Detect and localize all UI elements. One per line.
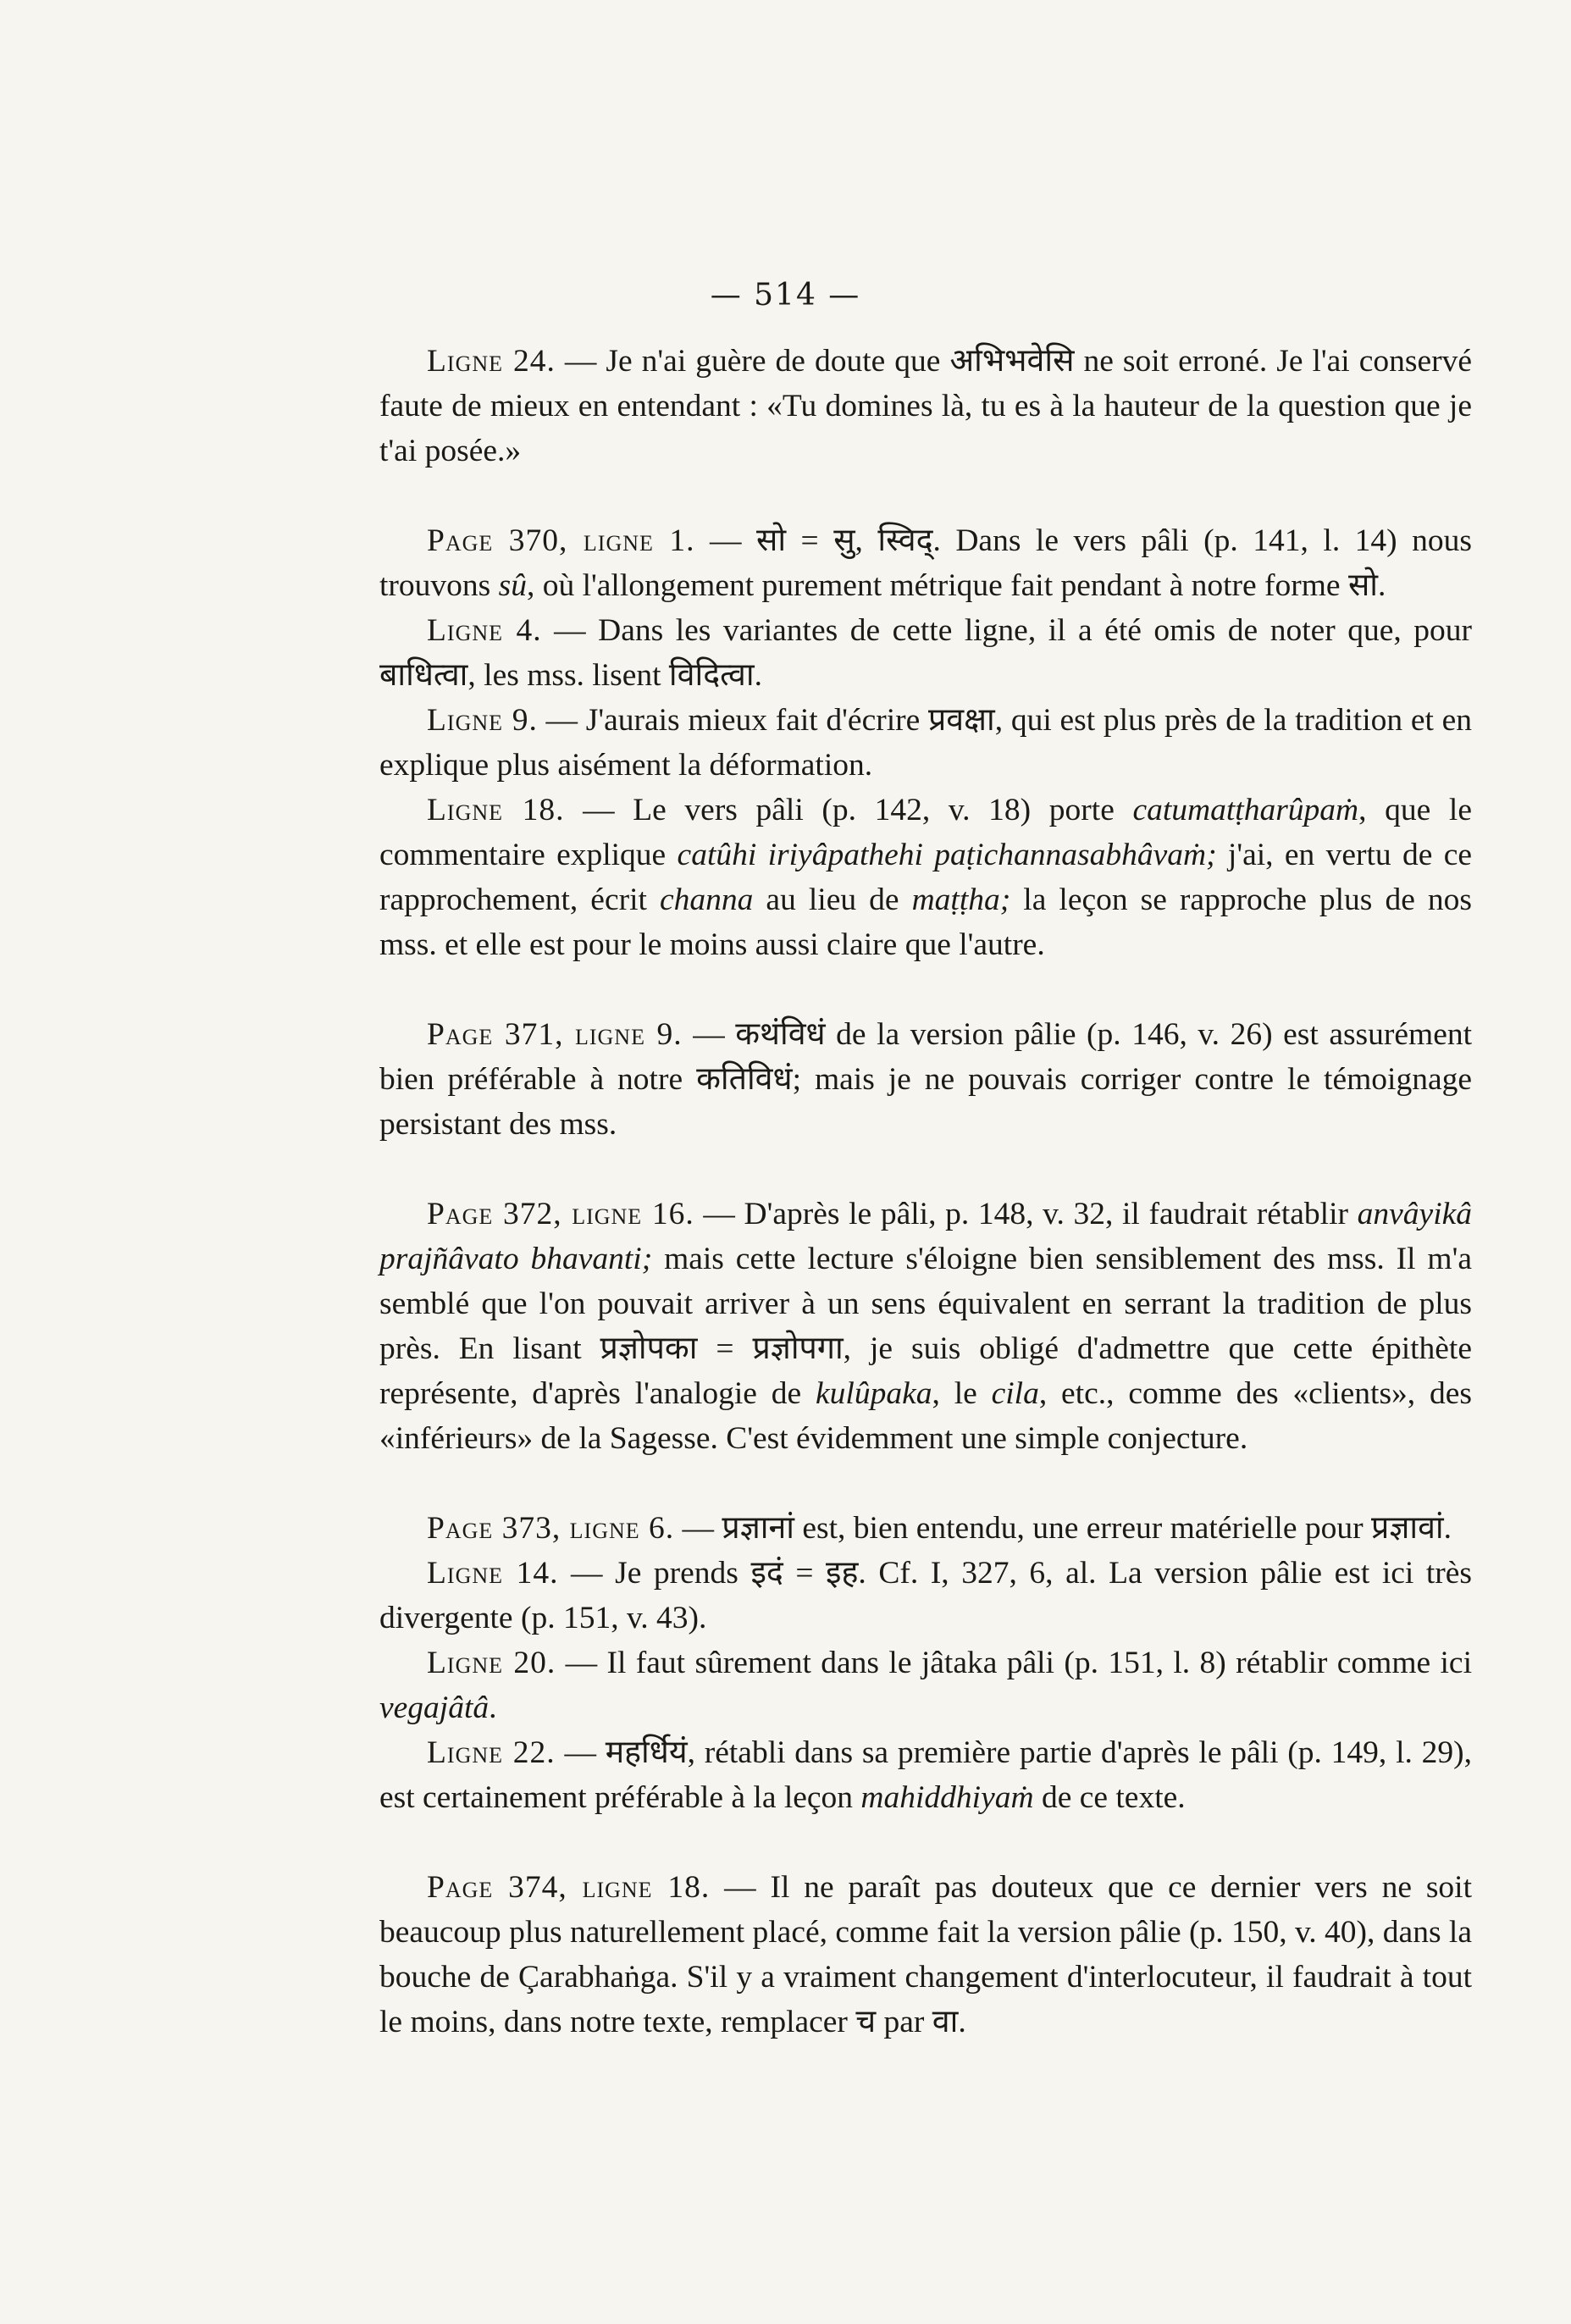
note-text: . (1443, 1511, 1452, 1546)
note-text: . Dans le vers pâli (p. 141, l. 14) nous trouvons (379, 523, 1473, 603)
note-page-372-ligne-16 (379, 1192, 1472, 1461)
page-number: — 514 — (710, 278, 861, 313)
sanskrit-term: वा (932, 2005, 959, 2039)
note-text: , je suis obligé d'admettre que cette épithète représente, d'après l'analogie de (379, 1331, 1472, 1411)
note-text: — Je n'ai guère de doute que (564, 344, 950, 379)
note-ref: Page 370, ligne 1. (427, 523, 695, 558)
note-text: — Je prends (571, 1556, 751, 1591)
note-ref: Page 371, ligne 9. (427, 1017, 683, 1052)
sanskrit-term: सो = सु, स्विद् (756, 523, 933, 558)
note-ligne-18 (379, 788, 1472, 967)
note-text: , où l'allongement purement métrique fait pendant à notre forme (526, 568, 1348, 603)
notes-body (379, 339, 1472, 2045)
note-text: ne soit erroné. Je l'ai conservé faute de mieux en entendant : «Tu domines là, tu es à la hauteur de la question que je t'ai posée.» (379, 344, 1472, 468)
note-ref: Ligne 24. (427, 344, 556, 379)
note-text: , le (932, 1376, 992, 1411)
note-text: par (876, 2005, 932, 2039)
sanskrit-term: कतिविधं (696, 1062, 793, 1097)
note-text: — Dans les variantes de cette ligne, il a été omis de noter que, pour (554, 613, 1473, 648)
note-text: — (682, 1511, 722, 1546)
sanskrit-term: कथंविधं (735, 1017, 826, 1052)
note-ligne-4 (379, 608, 1472, 698)
note-page-370-ligne-1 (379, 518, 1472, 608)
note-ligne-22 (379, 1730, 1472, 1820)
note-ligne-14 (379, 1551, 1472, 1641)
note-ref: Ligne 22. (427, 1735, 556, 1770)
note-text: . Cf. I, 327, 6, al. La version pâlie est ici très divergente (p. 151, v. 43). (379, 1556, 1473, 1635)
note-text: — Il faut sûrement dans le jâtaka pâli (p. 151, l. 8) rétablir comme ici (565, 1646, 1472, 1680)
note-text: de la version pâlie (p. 146, v. 26) est assurément bien préférable à notre (379, 1017, 1473, 1097)
note-ref: Ligne 9. (427, 703, 538, 738)
note-text: . (754, 658, 762, 693)
italic-term: vegajâtâ (379, 1690, 490, 1725)
italic-term: cila (991, 1376, 1039, 1411)
note-text: de ce texte. (1033, 1780, 1186, 1815)
note-text: — (564, 1735, 606, 1770)
note-text: , rétabli dans sa première partie d'après le pâli (p. 149, l. 29), est certainement préférable à la leçon (379, 1735, 1473, 1815)
italic-term: anvâyikâ prajñâvato bhavanti; (379, 1197, 1473, 1276)
sanskrit-term: इदं = इह (750, 1556, 859, 1591)
note-text: , qui est plus près de la tradition et en explique plus aisément la déformation. (379, 703, 1472, 783)
note-text: . (958, 2005, 966, 2039)
note-text: . (1378, 568, 1386, 603)
note-text: la leçon se rapproche plus de nos mss. et elle est pour le moins aussi claire que l'autre. (379, 883, 1472, 962)
note-ligne-20 (379, 1641, 1472, 1730)
note-text: — Le vers pâli (p. 142, v. 18) porte (583, 793, 1133, 827)
note-page-371-ligne-9 (379, 1012, 1472, 1147)
sanskrit-term: च (855, 2005, 877, 2039)
note-page-374-ligne-18 (379, 1865, 1472, 2045)
sanskrit-term: प्रज्ञोपका = प्रज्ञोपगा (600, 1331, 844, 1366)
sanskrit-term: प्रज्ञावां (1371, 1511, 1444, 1546)
note-ligne-24 (379, 339, 1472, 473)
sanskrit-term: बाधित्वा (379, 658, 468, 693)
sanskrit-term: प्रवक्षा (927, 703, 995, 738)
italic-term: channa (659, 883, 754, 917)
note-ligne-9 (379, 698, 1472, 788)
note-text: , les mss. lisent (467, 658, 669, 693)
note-text: — D'après le pâli, p. 148, v. 32, il faudrait rétablir (703, 1197, 1358, 1231)
note-ref: Page 372, ligne 16. (427, 1197, 694, 1231)
note-ref: Ligne 18. (427, 793, 565, 827)
note-text: , que le commentaire explique (379, 793, 1472, 872)
note-text: au lieu de (753, 883, 912, 917)
italic-term: sû (498, 568, 527, 603)
italic-term: catumatṭharûpaṁ (1132, 793, 1359, 827)
note-text: — J'aurais mieux fait d'écrire (545, 703, 928, 738)
italic-term: maṭṭha; (911, 883, 1011, 917)
note-text: est, bien entendu, une erreur matérielle pour (794, 1511, 1371, 1546)
sanskrit-term: महर्धियं (605, 1735, 688, 1770)
note-text: , etc., comme des «clients», des «inférieurs» de la Sagesse. C'est évidemment une simple conjecture. (379, 1376, 1472, 1456)
sanskrit-term: सो (1347, 568, 1378, 603)
note-text: j'ai, en vertu de ce rapprochement, écrit (379, 838, 1472, 917)
note-text: mais cette lecture s'éloigne bien sensiblement des mss. Il m'a semblé que l'on pouvait arriver à un sens équivalent en serrant la tradition de plus près. En lisant (379, 1242, 1472, 1366)
note-text: — (710, 523, 756, 558)
sanskrit-term: प्रज्ञानां (722, 1511, 795, 1546)
italic-term: mahiddhiyaṁ (860, 1780, 1034, 1815)
note-page-373-ligne-6 (379, 1506, 1472, 1551)
note-text: — (693, 1017, 736, 1052)
note-text: ; mais je ne pouvais corriger contre le témoignage persistant des mss. (379, 1062, 1472, 1142)
note-ref: Page 373, ligne 6. (427, 1511, 675, 1546)
note-text: . (489, 1690, 497, 1725)
note-ref: Ligne 14. (427, 1556, 559, 1591)
note-ref: Ligne 4. (427, 613, 542, 648)
note-ref: Ligne 20. (427, 1646, 556, 1680)
sanskrit-term: विदित्वा (668, 658, 755, 693)
note-ref: Page 374, ligne 18. (427, 1870, 711, 1905)
note-text: — Il ne paraît pas douteux que ce dernier vers ne soit beaucoup plus naturellement placé, comme fait la version pâlie (p. 150, v. 40), dans la bouche de Çarabhaṅga. S'il y a vraiment changement d'interlocuteur, il faudrait à tout le moins, dans notre texte, remplacer (379, 1870, 1473, 2039)
italic-term: kulûpaka (816, 1376, 932, 1411)
italic-term: catûhi iriyâpathehi paṭichannasabhâvaṁ; (677, 838, 1217, 872)
sanskrit-term: अभिभवेसि (949, 344, 1075, 379)
